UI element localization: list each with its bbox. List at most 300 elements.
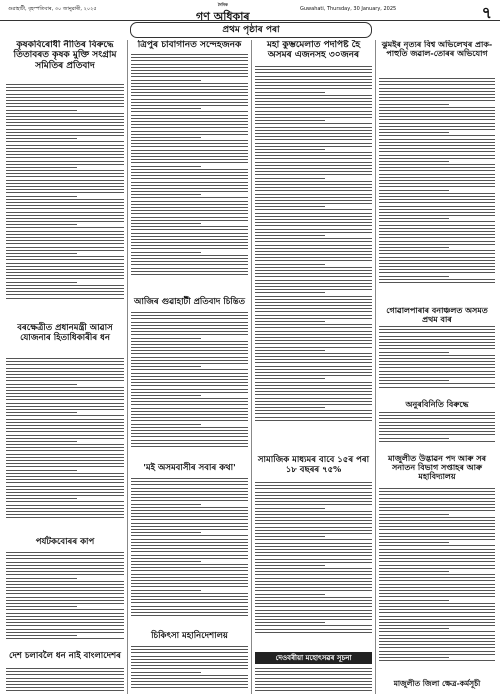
text-line bbox=[6, 671, 124, 672]
text-line bbox=[6, 138, 77, 139]
text-line bbox=[379, 498, 495, 499]
text-line bbox=[131, 258, 248, 259]
text-line bbox=[131, 111, 248, 112]
text-line bbox=[131, 513, 248, 514]
text-line bbox=[255, 283, 372, 284]
text-line bbox=[131, 561, 201, 562]
text-line bbox=[255, 378, 325, 379]
text-line bbox=[6, 208, 124, 209]
text-line bbox=[131, 401, 248, 402]
text-line bbox=[131, 440, 248, 441]
text-line bbox=[379, 526, 495, 527]
text-line bbox=[255, 190, 372, 191]
text-line bbox=[255, 251, 372, 252]
text-line bbox=[131, 519, 248, 520]
text-line bbox=[6, 470, 77, 471]
text-line bbox=[379, 190, 449, 191]
text-line bbox=[379, 253, 495, 254]
article-body bbox=[131, 312, 248, 460]
text-line bbox=[6, 681, 124, 682]
text-line bbox=[379, 209, 495, 210]
text-line bbox=[131, 606, 248, 607]
article-body bbox=[6, 84, 124, 320]
text-line bbox=[6, 110, 77, 111]
text-line bbox=[6, 635, 77, 636]
text-line bbox=[131, 408, 248, 409]
text-line bbox=[131, 217, 248, 218]
headline: অনুৰবিনিতি বিৰুদ্ধে bbox=[405, 399, 469, 409]
text-line bbox=[6, 240, 124, 241]
text-line bbox=[255, 562, 372, 563]
text-line bbox=[6, 215, 124, 216]
text-line bbox=[379, 263, 495, 264]
headline: চিকিৎসা মহানিদেশালয় bbox=[151, 631, 228, 641]
text-line bbox=[255, 171, 372, 172]
text-line bbox=[6, 460, 124, 461]
page-header bbox=[0, 0, 500, 21]
text-line bbox=[131, 274, 248, 275]
text-line bbox=[255, 197, 372, 198]
text-line bbox=[6, 603, 124, 604]
text-line bbox=[255, 168, 372, 169]
text-line bbox=[6, 600, 124, 601]
text-line bbox=[379, 158, 495, 159]
text-line bbox=[255, 111, 372, 112]
text-line bbox=[131, 404, 248, 405]
text-line bbox=[255, 543, 372, 544]
text-line bbox=[379, 148, 495, 149]
text-line bbox=[379, 558, 495, 559]
text-line bbox=[379, 523, 495, 524]
text-line bbox=[379, 571, 449, 572]
text-line bbox=[255, 347, 372, 348]
text-line bbox=[255, 276, 372, 277]
text-line bbox=[255, 69, 372, 70]
text-line bbox=[131, 436, 248, 437]
text-line bbox=[379, 428, 495, 429]
text-line bbox=[379, 266, 495, 267]
text-line bbox=[131, 92, 248, 93]
text-line bbox=[6, 275, 124, 276]
text-line bbox=[6, 441, 77, 442]
text-line bbox=[255, 248, 372, 249]
text-line bbox=[131, 353, 248, 354]
text-line bbox=[379, 380, 449, 381]
text-line bbox=[131, 178, 248, 179]
text-line bbox=[379, 374, 495, 375]
text-line bbox=[131, 577, 248, 578]
text-line bbox=[6, 438, 124, 439]
text-line bbox=[6, 622, 124, 623]
text-line bbox=[131, 118, 248, 119]
text-line bbox=[255, 629, 372, 630]
text-line bbox=[6, 173, 124, 174]
text-line bbox=[6, 552, 124, 553]
text-line bbox=[255, 331, 372, 332]
article-body bbox=[379, 326, 495, 396]
text-line bbox=[6, 508, 124, 509]
text-line bbox=[255, 200, 372, 201]
text-line bbox=[379, 596, 495, 597]
text-line bbox=[379, 183, 495, 184]
text-line bbox=[255, 385, 372, 386]
text-line bbox=[6, 587, 124, 588]
text-line bbox=[131, 395, 201, 396]
text-line bbox=[255, 668, 372, 669]
text-line bbox=[6, 678, 124, 679]
text-line bbox=[131, 570, 248, 571]
text-line bbox=[6, 396, 124, 397]
text-line bbox=[379, 348, 495, 349]
text-line bbox=[255, 671, 372, 672]
text-line bbox=[6, 574, 124, 575]
column-divider bbox=[375, 40, 376, 694]
text-line bbox=[6, 176, 124, 177]
text-line bbox=[379, 215, 495, 216]
text-line bbox=[255, 178, 325, 179]
text-line bbox=[131, 67, 248, 68]
text-line bbox=[255, 391, 372, 392]
text-line bbox=[255, 539, 372, 540]
text-line bbox=[131, 481, 248, 482]
text-line bbox=[131, 500, 248, 501]
text-line bbox=[6, 619, 124, 620]
text-line bbox=[6, 390, 124, 391]
text-line bbox=[131, 64, 248, 65]
text-line bbox=[6, 668, 124, 669]
text-line bbox=[255, 420, 372, 421]
text-line bbox=[255, 315, 372, 316]
text-line bbox=[255, 681, 372, 682]
text-line bbox=[6, 164, 124, 165]
text-line bbox=[255, 245, 372, 246]
text-line bbox=[6, 269, 124, 270]
text-line bbox=[255, 488, 372, 489]
text-line bbox=[131, 344, 248, 345]
text-line bbox=[6, 613, 124, 614]
text-line bbox=[379, 329, 495, 330]
text-line bbox=[379, 129, 495, 130]
text-line bbox=[131, 239, 248, 240]
text-line bbox=[255, 340, 372, 341]
text-line bbox=[379, 568, 495, 569]
text-line bbox=[255, 120, 325, 121]
text-line bbox=[255, 264, 325, 265]
text-line bbox=[6, 221, 124, 222]
text-line bbox=[6, 294, 124, 295]
text-line bbox=[6, 368, 124, 369]
text-line bbox=[131, 417, 248, 418]
text-line bbox=[131, 665, 248, 666]
text-line bbox=[255, 280, 372, 281]
text-line bbox=[379, 606, 495, 607]
text-line bbox=[6, 288, 124, 289]
text-line bbox=[6, 247, 124, 248]
text-line bbox=[255, 511, 372, 512]
text-line bbox=[255, 149, 325, 150]
text-line bbox=[131, 567, 248, 568]
text-line bbox=[6, 393, 124, 394]
text-line bbox=[255, 165, 372, 166]
text-line bbox=[131, 602, 248, 603]
text-line bbox=[255, 372, 372, 373]
text-line bbox=[255, 308, 372, 309]
text-line bbox=[379, 199, 495, 200]
text-line bbox=[131, 649, 248, 650]
text-line bbox=[255, 366, 372, 367]
text-line bbox=[379, 97, 495, 98]
text-line bbox=[131, 430, 248, 431]
text-line bbox=[379, 206, 495, 207]
text-line bbox=[255, 104, 372, 105]
text-line bbox=[6, 687, 124, 688]
text-line bbox=[6, 555, 124, 556]
text-line bbox=[255, 292, 325, 293]
text-line bbox=[131, 347, 248, 348]
text-line bbox=[255, 584, 372, 585]
text-line bbox=[379, 336, 495, 337]
text-line bbox=[131, 363, 248, 364]
text-line bbox=[6, 278, 124, 279]
text-line bbox=[131, 73, 248, 74]
text-line bbox=[131, 213, 248, 214]
text-line bbox=[6, 100, 124, 101]
text-line bbox=[379, 441, 495, 442]
text-line bbox=[255, 232, 372, 233]
text-line bbox=[131, 392, 248, 393]
text-line bbox=[6, 428, 124, 429]
text-line bbox=[255, 549, 372, 550]
text-line bbox=[131, 338, 201, 339]
text-line bbox=[255, 139, 372, 140]
text-line bbox=[6, 183, 124, 184]
text-line bbox=[255, 229, 372, 230]
text-line bbox=[6, 450, 124, 451]
text-line bbox=[6, 454, 124, 455]
text-line bbox=[379, 139, 495, 140]
text-line bbox=[379, 412, 495, 413]
text-line bbox=[6, 498, 77, 499]
text-line bbox=[379, 260, 495, 261]
text-line bbox=[255, 369, 372, 370]
text-line bbox=[6, 511, 124, 512]
text-line bbox=[379, 81, 495, 82]
text-line bbox=[131, 70, 248, 71]
text-line bbox=[131, 382, 248, 383]
text-line bbox=[6, 581, 124, 582]
text-line bbox=[255, 388, 372, 389]
text-line bbox=[131, 182, 248, 183]
text-line bbox=[379, 533, 495, 534]
text-line bbox=[379, 536, 495, 537]
text-line bbox=[379, 510, 495, 511]
text-line bbox=[6, 431, 124, 432]
text-line bbox=[131, 478, 248, 479]
text-line bbox=[6, 212, 124, 213]
text-line bbox=[131, 204, 248, 205]
text-line bbox=[6, 412, 77, 413]
text-line bbox=[6, 371, 124, 372]
text-line bbox=[6, 571, 124, 572]
text-line bbox=[379, 142, 495, 143]
text-line bbox=[255, 398, 372, 399]
text-line bbox=[6, 568, 124, 569]
text-line bbox=[6, 129, 124, 130]
text-line bbox=[6, 593, 124, 594]
headline: ত্ৰিপুৰ চাবাগানত সন্দেহজনক bbox=[137, 40, 242, 50]
text-line bbox=[255, 590, 372, 591]
article-body bbox=[255, 482, 372, 646]
text-line bbox=[131, 376, 248, 377]
text-line bbox=[131, 156, 248, 157]
text-line bbox=[379, 247, 449, 248]
text-line bbox=[379, 107, 495, 108]
text-line bbox=[131, 268, 248, 269]
text-line bbox=[6, 584, 124, 585]
text-line bbox=[131, 255, 248, 256]
text-line bbox=[379, 488, 495, 489]
text-line bbox=[131, 504, 201, 505]
text-line bbox=[6, 113, 124, 114]
text-line bbox=[131, 529, 248, 530]
text-line bbox=[131, 248, 248, 249]
text-line bbox=[131, 166, 201, 167]
text-line bbox=[131, 488, 248, 489]
text-line bbox=[255, 574, 372, 575]
text-line bbox=[6, 447, 124, 448]
text-line bbox=[379, 352, 449, 353]
text-line bbox=[255, 127, 372, 128]
text-line bbox=[6, 419, 124, 420]
text-line bbox=[379, 257, 495, 258]
text-line bbox=[6, 674, 124, 675]
text-line bbox=[6, 399, 124, 400]
text-line bbox=[6, 632, 124, 633]
text-line bbox=[379, 167, 495, 168]
text-line bbox=[379, 212, 495, 213]
text-line bbox=[131, 491, 248, 492]
text-line bbox=[255, 296, 372, 297]
text-line bbox=[131, 433, 248, 434]
text-line bbox=[255, 536, 325, 537]
text-line bbox=[255, 114, 372, 115]
text-line bbox=[379, 660, 495, 661]
text-line bbox=[131, 507, 248, 508]
text-line bbox=[131, 220, 248, 221]
text-line bbox=[6, 597, 124, 598]
text-line bbox=[255, 343, 372, 344]
text-line bbox=[255, 254, 372, 255]
text-line bbox=[131, 153, 248, 154]
text-line bbox=[255, 66, 372, 67]
text-line bbox=[379, 622, 495, 623]
text-line bbox=[379, 387, 495, 388]
text-line bbox=[255, 222, 372, 223]
text-line bbox=[131, 526, 248, 527]
headline: মাজুলীত উদ্ভাৱন পদ আৰু সৰ সনাতন বিভাগ সপ্তাহৰ আৰু মহাবিদ্যালয় bbox=[388, 453, 486, 482]
text-line bbox=[255, 559, 372, 560]
column-4 bbox=[379, 40, 495, 696]
text-line bbox=[379, 116, 495, 117]
text-line bbox=[379, 276, 449, 277]
text-line bbox=[131, 188, 248, 189]
text-line bbox=[131, 545, 248, 546]
text-line bbox=[379, 422, 495, 423]
text-line bbox=[255, 514, 372, 515]
text-line bbox=[6, 237, 124, 238]
text-line bbox=[255, 143, 372, 144]
text-line bbox=[255, 603, 372, 604]
text-line bbox=[255, 155, 372, 156]
article-body bbox=[131, 54, 248, 294]
text-line bbox=[131, 646, 248, 647]
text-line bbox=[6, 415, 124, 416]
text-line bbox=[379, 231, 495, 232]
text-line bbox=[131, 131, 248, 132]
text-line bbox=[379, 425, 495, 426]
text-line bbox=[379, 619, 495, 620]
text-line bbox=[379, 132, 449, 133]
text-line bbox=[255, 578, 372, 579]
text-line bbox=[131, 357, 248, 358]
text-line bbox=[255, 238, 372, 239]
text-line bbox=[255, 674, 372, 675]
text-line bbox=[379, 202, 495, 203]
text-line bbox=[131, 360, 248, 361]
text-line bbox=[379, 520, 495, 521]
text-line bbox=[379, 514, 449, 515]
article-body bbox=[6, 358, 124, 534]
text-line bbox=[379, 272, 495, 273]
text-line bbox=[255, 394, 372, 395]
text-line bbox=[131, 675, 248, 676]
article-body bbox=[6, 668, 124, 696]
text-line bbox=[379, 434, 495, 435]
text-line bbox=[131, 599, 248, 600]
text-line bbox=[6, 170, 124, 171]
text-line bbox=[255, 632, 372, 633]
text-line bbox=[6, 103, 124, 104]
text-line bbox=[131, 446, 248, 447]
text-line bbox=[131, 586, 248, 587]
text-line bbox=[6, 403, 124, 404]
text-line bbox=[255, 482, 372, 483]
text-line bbox=[6, 285, 124, 286]
text-line bbox=[6, 298, 124, 299]
text-line bbox=[6, 145, 124, 146]
text-line bbox=[6, 473, 124, 474]
text-line bbox=[255, 356, 372, 357]
text-line bbox=[131, 551, 248, 552]
text-line bbox=[255, 382, 372, 383]
headline: কৃষকবিৰোধী নীতিৰ বিৰুদ্ধে তিতাবৰত কৃষক মুক্তি সংগ্ৰাম সমিতিৰ প্ৰতিবাদ bbox=[13, 40, 117, 71]
text-line bbox=[379, 491, 495, 492]
text-line bbox=[255, 206, 325, 207]
text-line bbox=[255, 410, 372, 411]
text-line bbox=[131, 558, 248, 559]
text-line bbox=[131, 271, 248, 272]
text-line bbox=[6, 189, 124, 190]
text-line bbox=[131, 574, 248, 575]
text-line bbox=[131, 684, 248, 685]
text-line bbox=[6, 358, 124, 359]
text-line bbox=[379, 126, 495, 127]
text-line bbox=[255, 130, 372, 131]
text-line bbox=[6, 558, 124, 559]
text-line bbox=[6, 141, 124, 142]
text-line bbox=[6, 409, 124, 410]
text-line bbox=[255, 311, 372, 312]
